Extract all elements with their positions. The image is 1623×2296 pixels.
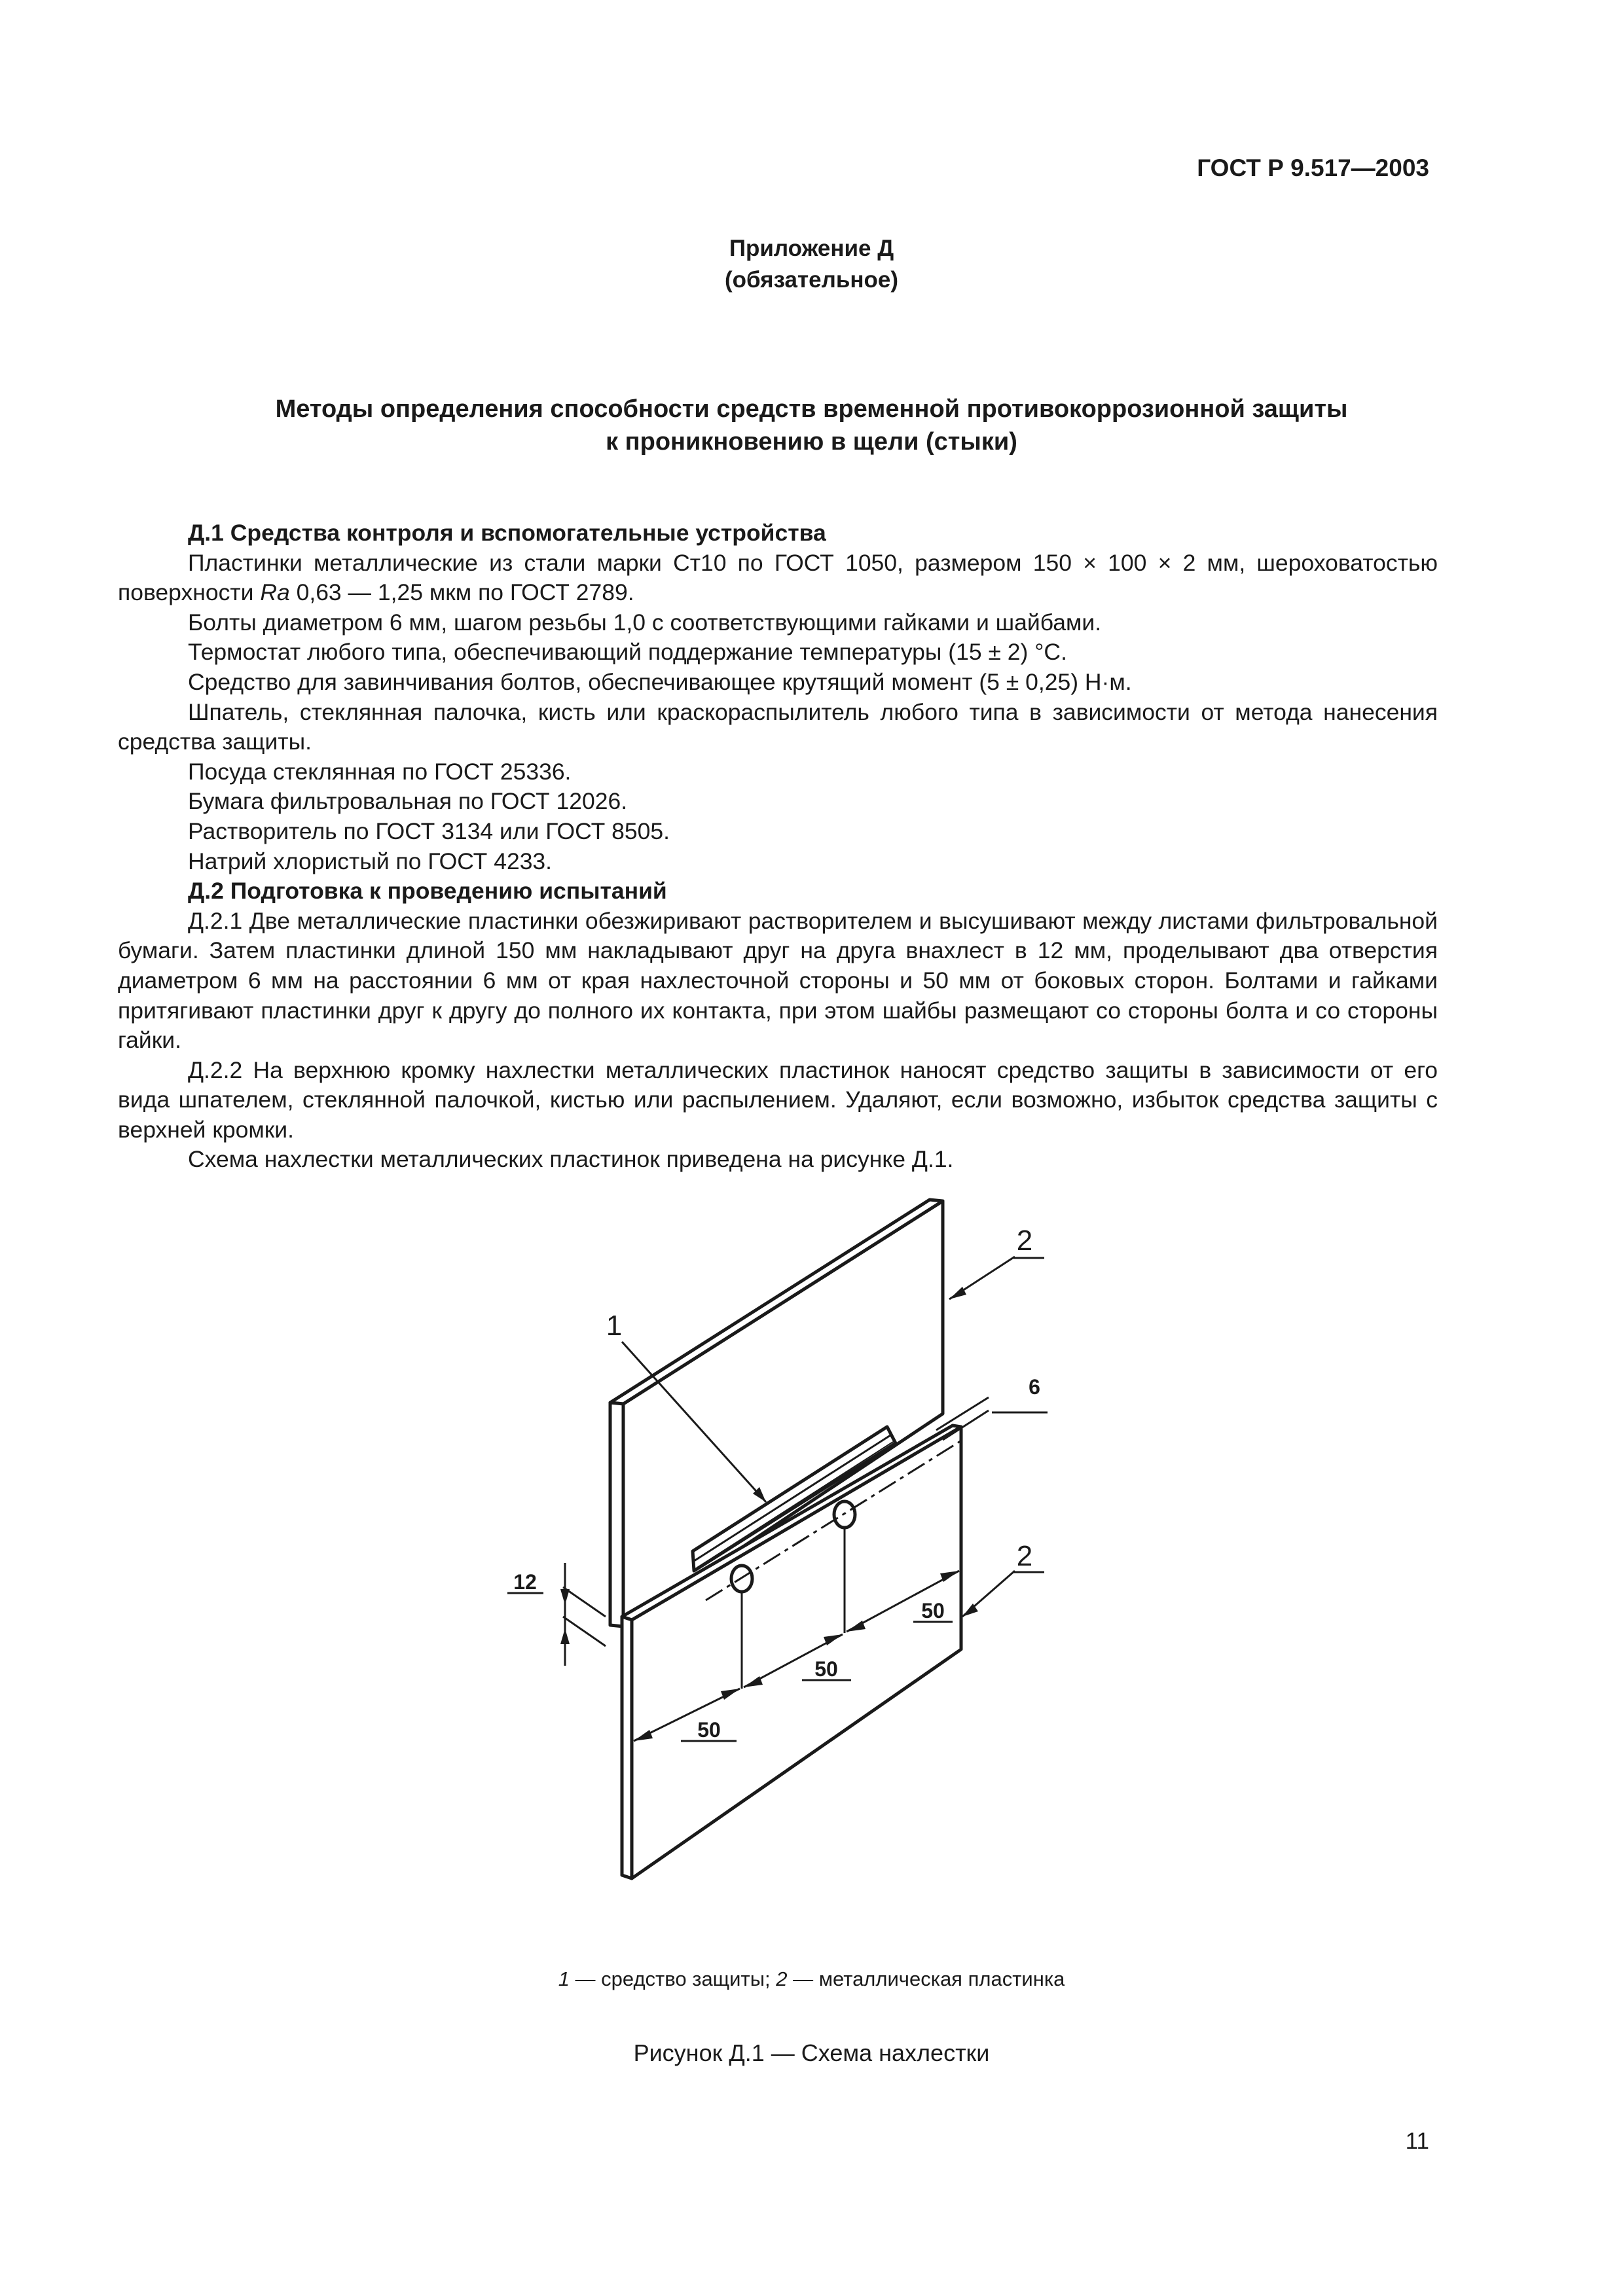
annex-status: (обязательное) — [724, 267, 898, 293]
paragraph: Д.2.1 Две металлические пластинки обезжиривают растворителем и высушивают между листами фильтровальной бумаги. Затем пластинки длиной 150 мм накладывают друг на друга внахлест в 12 мм, проделывают два отверстия диаметром 6 мм на расстоянии 6 мм от края нахлесточной стороны и 50 мм от боковых сторон. Болтами и гайками притягивают пластинки друг к другу до полного их контакта, при этом шайбы размещают со стороны болта и со стороны гайки. — [118, 907, 1438, 1054]
legend-number: 1 — [558, 1967, 570, 1990]
paragraph: Растворитель по ГОСТ 3134 или ГОСТ 8505. — [188, 817, 670, 844]
paragraph: Посуда стеклянная по ГОСТ 25336. — [188, 758, 572, 785]
label-plate-top: 2 — [1016, 1225, 1033, 1257]
arrowhead — [560, 1628, 570, 1644]
annex-title-line-2: к проникновению в щели (стыки) — [606, 428, 1017, 456]
paragraph: Средство для завинчивания болтов, обеспечивающее крутящий момент (5 ± 0,25) Н·м. — [188, 668, 1132, 695]
dim-hole-offset: 6 — [1029, 1375, 1040, 1399]
document-header: ГОСТ Р 9.517—2003 — [1197, 154, 1429, 181]
paragraph: Термостат любого типа, обеспечивающий поддержание температуры (15 ± 2) °С. — [188, 639, 1067, 666]
dim-overlap: 12 — [513, 1570, 537, 1594]
legend-text: — металлическая пластинка — [787, 1967, 1065, 1990]
legend-text: — средство защиты; — [569, 1967, 776, 1990]
figure-legend — [0, 1967, 1623, 1991]
paragraph: Бумага фильтровальная по ГОСТ 12026. — [188, 788, 628, 815]
paragraph: Болты диаметром 6 мм, шагом резьбы 1,0 с соответствующими гайками и шайбами. — [188, 609, 1102, 636]
hole-offset-dimension — [943, 1410, 989, 1440]
legend-number: 2 — [776, 1967, 788, 1990]
section-2-heading: Д.2 Подготовка к проведению испытаний — [188, 878, 667, 905]
overlap-extension — [563, 1587, 606, 1617]
paragraph: Натрий хлористый по ГОСТ 4233. — [188, 848, 553, 874]
arrowhead — [560, 1589, 570, 1605]
overlap-extension — [563, 1617, 606, 1646]
dim-side-left: 50 — [697, 1718, 721, 1742]
dim-between-holes: 50 — [814, 1657, 838, 1681]
annex-label: Приложение Д — [729, 236, 894, 261]
back-plate-left-edge — [610, 1403, 623, 1626]
page-number: 11 — [1405, 2128, 1429, 2154]
paragraph: Схема нахлестки металлических пластинок приведена на рисунке Д.1. — [188, 1146, 954, 1173]
text-run: Пластинки металлические из стали марки Ст10 по ГОСТ 1050, размером 150 × 100 × 2 мм, шероховатостью поверхности — [118, 549, 1438, 606]
text-run: 0,63 — 1,25 мкм по ГОСТ 2789. — [289, 579, 634, 606]
label-plate-right: 2 — [1016, 1540, 1033, 1572]
figure-title: Рисунок Д.1 — Схема нахлестки — [633, 2039, 990, 2066]
ra-symbol: Ra — [260, 579, 290, 606]
paragraph: Шпатель, стеклянная палочка, кисть или краскораспылитель любого типа в зависимости от метода нанесения средства защиты. — [118, 698, 1438, 755]
dim-side-right: 50 — [921, 1599, 945, 1623]
front-plate-left-edge — [622, 1617, 632, 1878]
section-1-heading: Д.1 Средства контроля и вспомогательные устройства — [188, 520, 826, 546]
paragraph: Д.2.2 На верхнюю кромку нахлестки металлических пластинок наносят средство защиты в зависимости от его вида шпателем, стеклянной палочкой, кистью или распылением. Удаляют, если возможно, избыток средства защиты с верхней кромки. — [118, 1056, 1438, 1143]
label-protective-agent: 1 — [606, 1310, 623, 1342]
annex-title-line-1: Методы определения способности средств временной противокоррозионной защиты — [275, 395, 1348, 423]
